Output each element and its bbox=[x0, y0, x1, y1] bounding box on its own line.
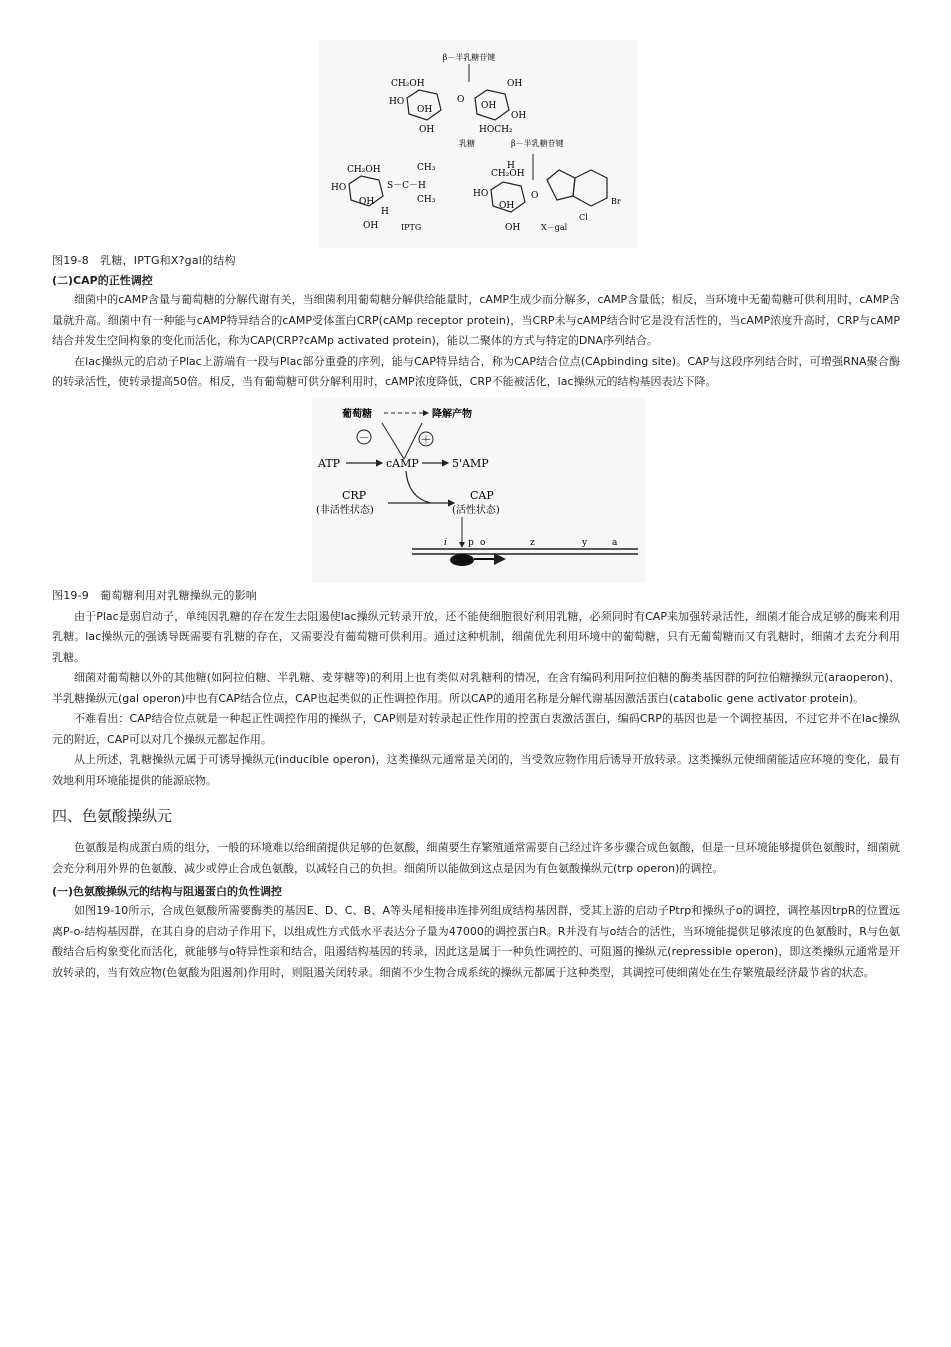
o-label: O bbox=[457, 95, 465, 105]
cap-regulation-diagram bbox=[312, 397, 645, 583]
paragraph: 色氨酸是构成蛋白质的组分，一般的环境难以给细菌提供足够的色氨酸，细菌要生存繁殖通常需要自己经过许多步骤合成色氨酸，但是一旦环境能够提供色氨酸时，细菌就会充分利用外界的色氨酸、减少或停止合成色氨酸，以减轻自己的负担。细菌所以能做到这点是因为有色氨酸操纵元(trp operon)的调控。 bbox=[52, 841, 900, 875]
minus-label: － bbox=[358, 430, 370, 444]
inhibit-line bbox=[382, 423, 404, 459]
glucose-label: 葡萄糖 bbox=[342, 408, 372, 420]
gene-i-label: i bbox=[444, 537, 447, 548]
indole-benzene-ring bbox=[573, 170, 607, 206]
paragraph: 细菌中的cAMP含量与葡萄糖的分解代谢有关，当细菌利用葡萄糖分解供给能量时，cAMP生成少而分解多，cAMP含量低；相反，当环境中无葡萄糖可供利用时，cAMP含量就升高。细菌中有一种能与cAMP特异结合的cAMP受体蛋白CRP(cAMp receptor protein)，当CRP未与cAMP结合时它是没有活性的，当cAMP浓度升高时，CRP与cAMP结合并发生空间构象的变化而活化，称为CAP(CRP?cAMp activated protein)，能以二聚体的方式与特定的DNA序列结合。 bbox=[52, 293, 900, 347]
cap-active-label: (活性状态) bbox=[452, 504, 500, 516]
crp-inactive-label: (非活性状态) bbox=[316, 504, 374, 516]
lactose-label: 乳糖 bbox=[459, 139, 475, 148]
paragraph: 在lac操纵元的启动子Plac上游端有一段与Plac部分重叠的序列，能与CAP特异结合，称为CAP结合位点(CApbinding site)。CAP与这段序列结合时，可增强RNA聚合酶的转录活性，使转录提高50倍。相反，当有葡萄糖可供分解利用时，cAMP浓度降低，CRP不能被活化，lac操纵元的结构基因表达下降。 bbox=[52, 354, 900, 388]
chemical-structures-diagram bbox=[319, 40, 637, 248]
hoch2-label: HOCH₂ bbox=[479, 125, 513, 135]
oh-label: OH bbox=[511, 111, 527, 121]
section-heading-cap: (二)CAP的正性调控 bbox=[52, 274, 153, 287]
document-page bbox=[52, 40, 900, 983]
o-label: O bbox=[531, 191, 539, 201]
xgal-label: X－gal bbox=[541, 223, 568, 232]
camp-label: cAMP bbox=[386, 456, 419, 470]
oh-label: OH bbox=[363, 221, 379, 231]
subsection-heading-trp: (一)色氨酸操纵元的结构与阻遏蛋白的负性调控 bbox=[52, 885, 283, 898]
oh-label: OH bbox=[359, 197, 375, 207]
plus-label: ＋ bbox=[420, 432, 432, 446]
crp-label: CRP bbox=[342, 488, 367, 502]
oh-label: OH bbox=[419, 125, 435, 135]
atp-label: ATP bbox=[318, 456, 341, 470]
camp-binding-curve bbox=[406, 471, 430, 503]
iptg-label: IPTG bbox=[401, 223, 422, 232]
indole-pyrrole-ring bbox=[547, 170, 575, 200]
h-label: H bbox=[381, 207, 389, 217]
rna-polymerase-blob bbox=[450, 554, 474, 566]
cap-label: CAP bbox=[470, 488, 494, 502]
section-heading-trp-operon: 四、色氨酸操纵元 bbox=[52, 807, 173, 825]
ch2oh-label: CH₂OH bbox=[391, 79, 425, 89]
paragraph: 由于Plac是弱启动子，单纯因乳糖的存在发生去阻遏使lac操纵元转录开放，还不能使细胞很好利用乳糖，必须同时有CAP来加强转录活性，细菌才能合成足够的酶来利用乳糖。lac操纵元的强诱导既需要有乳糖的存在，又需要没有葡萄糖可供利用。通过这种机制，细菌优先利用环境中的葡萄糖，只有无葡萄糖而又有乳糖时，细菌才去充分利用乳糖。 bbox=[52, 609, 900, 664]
figure-caption-19-9: 图19-9 葡萄糖利用对乳糖操纵元的影响 bbox=[52, 588, 257, 602]
paragraph: 细菌对葡萄糖以外的其他糖(如阿拉伯糖、半乳糖、麦芽糖等)的利用上也有类似对乳糖利的情况，在含有编码利用阿拉伯糖的酶类基因群的阿拉伯糖操纵元(araoperon)、半乳糖操纵元(gal operon)中也有CAP结合位点，CAP也起类似的正性调控作用。所以CAP的通用名称是分解代谢基因激活蛋白(catabolic gene activator protein)。 bbox=[52, 671, 900, 705]
br-label: Br bbox=[611, 197, 621, 206]
paragraph: 从上所述，乳糖操纵元属于可诱导操纵元(inducible operon)，这类操纵元通常是关闭的，当受效应物作用后诱导开放转录。这类操纵元使细菌能适应环境的变化，最有效地利用环境能提供的能源底物。 bbox=[52, 753, 900, 787]
oh-label: OH bbox=[505, 223, 521, 233]
ch2oh-label: CH₂OH bbox=[347, 165, 381, 175]
s-c-h-label: S－C－H bbox=[387, 181, 426, 191]
ho-label: HO bbox=[473, 189, 489, 199]
oh-label: OH bbox=[417, 105, 433, 115]
figure-lactose-iptg-xgal bbox=[319, 40, 637, 248]
gene-z-label: z bbox=[530, 537, 535, 548]
beta-bond-label-top: β－半乳糖苷键 bbox=[442, 53, 496, 62]
gene-y-label: y bbox=[582, 537, 588, 548]
gene-p-label: p bbox=[468, 537, 474, 548]
h-label: H bbox=[507, 161, 515, 171]
five-amp-label: 5'AMP bbox=[452, 456, 489, 470]
oh-label: OH bbox=[481, 101, 497, 111]
cl-label: Cl bbox=[579, 213, 588, 222]
oh-label: OH bbox=[507, 79, 523, 89]
oh-label: OH bbox=[499, 201, 515, 211]
ch2oh-label: CH₂OH bbox=[491, 169, 525, 179]
gene-o-label: o bbox=[480, 537, 486, 548]
paragraph: 不难看出：CAP结合位点就是一种起正性调控作用的操纵子，CAP则是对转录起正性作用的控蛋白衷激活蛋白，编码CRP的基因也是一个调控基因，不过它并不在lac操纵元的附近，CAP可以对几个操纵元都起作用。 bbox=[52, 712, 900, 746]
ch3-label: CH₃ bbox=[417, 163, 436, 173]
gene-a-label: a bbox=[612, 537, 618, 548]
paragraph: 如图19-10所示，合成色氨酸所需要酶类的基因E、D、C、B、A等头尾相接串连排列组成结构基因群，受其上游的启动子Ptrp和操纵子o的调控，调控基因trpR的位置远离P-o-结构基因群，在其自身的启动子作用下，以组成性方式低水平表达分子量为47000的调控蛋白R。R并没有与o结合的活性，当环境能提供足够浓度的色氨酸时，R与色氨酸结合后构象变化而活化，就能够与o特异性亲和结合，阻遏结构基因的转录，因此这是属于一种负性调控的、可阻遏的操纵元(repressible operon)，即这类操纵元通常是开放转录的，当有效应物(色氨酸为阻遏剂)作用时，则阻遏关闭转录。细菌不少生物合成系统的操纵元都属于这种类型，其调控可使细菌处在生存繁殖最经济最节省的状态。 bbox=[52, 904, 900, 979]
ho-label: HO bbox=[331, 183, 347, 193]
figure-caption-19-8: 图19-8 乳糖，IPTG和X?gal的结构 bbox=[52, 254, 236, 267]
ch3-label: CH₃ bbox=[417, 195, 436, 205]
degradation-label: 降解产物 bbox=[432, 408, 472, 420]
beta-bond-label-bottom: β－半乳糖苷键 bbox=[511, 139, 564, 148]
figure-glucose-lac-operon bbox=[312, 397, 645, 583]
ho-label: HO bbox=[389, 97, 405, 107]
